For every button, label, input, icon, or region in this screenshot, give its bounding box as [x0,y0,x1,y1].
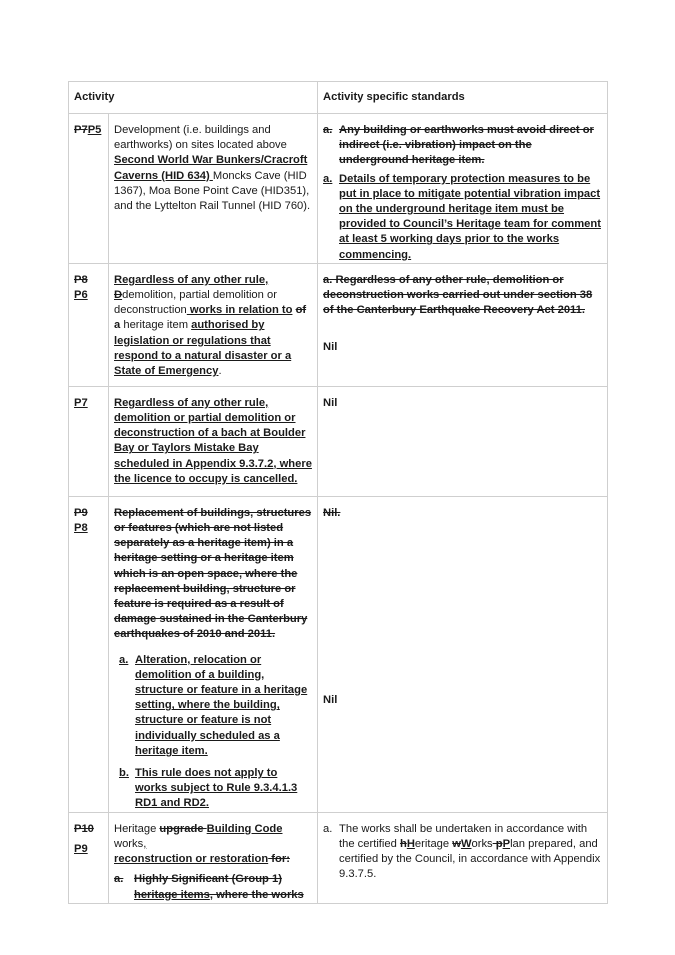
header-standards: Activity specific standards [318,82,608,114]
activity-deleted-text: for: [268,853,290,866]
activity-deleted-text: upgrade [159,822,207,835]
item-text: orks [471,837,493,850]
item-text: lan prepared, and certified by the Council, in accordance with Appendix 9.3.7.5. [339,837,601,881]
rule-code-old: P9 [74,506,88,519]
activity-item [114,872,312,902]
rule-code [69,812,109,903]
activity-standards [318,263,608,386]
item-marker: a. [114,873,124,886]
deleted-letter: h [399,837,407,850]
standard-item [323,822,602,883]
rule-code [69,263,109,386]
activity-text: Development (i.e. buildings and earthworks) on sites located above [114,124,287,152]
activity-standards [318,496,608,812]
table-row [69,114,608,264]
activity-deleted-text: Replacement of buildings, structures or features (which are not listed separately as a heritage item) in a heritage setting or a heritage item which is an open space, where the replacement building, structure or feature is required as a result of damage sustained in the Canterbury earthquakes of 2010 and 2011. [114,506,312,641]
table-row [69,386,608,496]
activity-inserted-text: reconstruction or restoration [114,853,269,866]
rule-code-new: P8 [74,522,88,535]
table-row [69,263,608,386]
activity-inserted-text: , [143,837,147,850]
activity-text: demolition, partial demolition or deconstruction [114,289,277,317]
activity-deleted-text: D [114,289,123,302]
table-row [69,496,608,812]
activity-text: . [218,365,222,378]
activity-inserted-text: Second World War Bunkers/Cracroft Caverns (HID 634) [114,154,308,182]
item-text: This rule does not apply to works subject to Rule 9.3.4.1.3 RD1 and RD2. [135,767,298,810]
item-marker: b. [119,767,129,780]
activity-inserted-text: Regardless of any other rule, demolition or partial demolition or deconstruction of a bach at Boulder Bay or Taylors Mistake Bay scheduled in Appendix 9.3.7.2, where the licence to occupy is cancelled. [114,396,312,485]
nil-text: Nil [323,341,338,354]
item-text: Details of temporary protection measures to be put in place to mitigate potential vibration impact on the underground heritage item must be provided to Council’s Heritage team for comment at least 5 working days prior to the works commencing. [339,172,601,261]
activity-description [109,812,318,903]
table-row [69,812,608,903]
rule-code [69,114,109,264]
item-text: Alteration, relocation or demolition of a building, structure or feature in a heritage setting, where the building, structure or feature is not individually scheduled as a heritage item. [135,653,308,757]
inserted-letter: W [460,837,472,850]
activity-description [109,386,318,496]
activity-standards [318,812,608,903]
item-text: Highly Significant (Group 1) [134,873,282,886]
deleted-standard-item [323,123,602,169]
item-text: Any building or earthworks must avoid direct or indirect (i.e. vibration) impact on the underground heritage item. [339,124,594,167]
item-marker: a. [323,822,333,835]
activity-text: Heritage [114,822,160,835]
nil-text: Nil [323,396,338,409]
item-text: The works shall be undertaken in accordance with the certified [339,822,588,850]
rule-code-new: P9 [74,842,88,855]
deleted-letter: w [452,837,461,850]
rule-code [69,386,109,496]
rule-code-new: P6 [74,289,88,302]
activity-inserted-text: authorised by legislation or regulations that respond to a natural disaster or a State of Emergency [114,319,292,378]
activity-text: works [114,837,144,850]
rule-code-old: P8 [74,273,88,286]
deleted-standard-text: a. Regardless of any other rule, demolition or deconstruction works carried out under section 38 of the Canterbury Earthquake Recovery Act 2011. [323,273,593,317]
activity-text: heritage item [120,319,192,332]
rule-code-new: P7 [74,396,88,409]
activity-deleted-text: of [295,304,307,317]
item-text: heritage items [134,888,210,901]
rule-code-new: P5 [87,124,102,136]
activity-inserted-text: Building Code [206,822,283,835]
activity-item [114,653,312,759]
item-marker: a. [119,653,129,666]
activity-text: a [114,319,121,332]
item-text: , where the works [209,888,304,901]
header-activity: Activity [69,82,318,114]
activity-standards [318,386,608,496]
added-standard-item [323,172,602,263]
inserted-letter: P [502,837,511,850]
activity-description [109,263,318,386]
activity-standards [318,114,608,264]
inserted-letter: H [406,837,415,850]
activity-description [109,114,318,264]
table-header-row [69,82,608,114]
deleted-letter: p [492,837,503,850]
activity-inserted-text: Regardless of any other rule, [114,273,269,286]
rule-code-old: P10 [74,822,94,835]
activity-text: Moncks Cave (HID 1367), Moa Bone Point Cave (HID351), and the Lyttelton Rail Tunnel (HID 760). [114,169,311,213]
nil-text: Nil [323,694,338,707]
rule-code [69,496,109,812]
activity-inserted-text: works in relation to [186,304,293,317]
item-text: eritage [414,837,453,850]
deleted-nil-text: Nil. [323,506,341,519]
item-marker: a. [323,172,333,185]
activity-rules-table [68,81,608,904]
item-marker: a. [323,124,333,136]
rule-code-old: P7 [74,124,88,136]
activity-item [114,766,312,812]
activity-description [109,496,318,812]
